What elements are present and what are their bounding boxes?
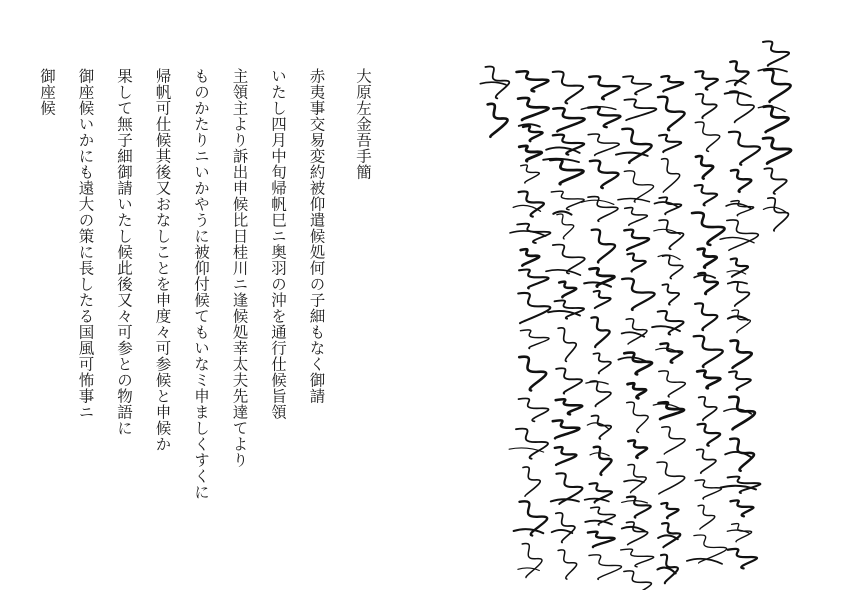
ink-stroke [588,532,615,547]
text-column: 果して無子細御請いたし候此後又々可参との物語に [115,68,133,436]
ink-stroke [556,368,582,393]
ink-stroke [551,191,584,210]
ink-stroke [594,447,612,475]
handwritten-column [581,76,621,579]
ink-stroke [655,202,679,207]
ink-stroke [553,420,580,438]
ink-stroke [628,440,647,458]
ink-stroke [698,249,717,268]
ink-stroke [556,513,575,543]
ink-stroke [692,213,725,245]
ink-stroke [550,159,583,184]
document-title: 大原左金吾手簡 [354,68,372,180]
ink-stroke [728,549,757,569]
ink-stroke [727,220,759,250]
ink-stroke [522,543,542,577]
ink-stroke [763,138,791,164]
ink-stroke [628,464,646,492]
ink-stroke [764,70,790,102]
ink-stroke [589,76,619,99]
ink-stroke [764,106,789,132]
ink-stroke [698,505,715,529]
ink-stroke [657,568,675,574]
ink-stroke [659,371,686,397]
handwritten-column [543,71,585,579]
ink-stroke [695,122,719,151]
handwritten-column [758,41,791,231]
ink-stroke [553,108,584,131]
text-column: 御座候 [38,68,56,116]
ink-stroke [594,291,611,308]
ink-stroke [519,191,544,216]
handwritten-column [720,61,760,568]
text-column: 御座候いかにも遠大の策に長したる国風可怖事ニ [76,68,95,420]
ink-stroke [695,480,721,499]
ink-stroke [591,317,609,347]
ink-stroke [514,529,544,533]
handwritten-column [480,66,509,136]
ink-stroke [588,134,619,156]
ink-stroke [627,253,645,271]
ink-stroke [731,170,751,192]
ink-stroke [731,500,754,516]
text-column: 帰帆可仕候其後又おなしことを申度々可参候と申候か [153,68,172,452]
ink-stroke [763,41,789,65]
ink-stroke [661,76,683,91]
ink-stroke [628,383,646,398]
ink-stroke [764,168,786,194]
ink-stroke [627,497,651,518]
ink-stroke [517,224,550,243]
text-column: いたし四月中旬帰帆巳ニ奥羽の沖を通行仕候旨領 [269,68,287,420]
ink-stroke [661,503,678,518]
ink-stroke [768,198,789,231]
ink-stroke [521,249,539,265]
ink-stroke [590,161,619,189]
ink-stroke [521,165,540,183]
ink-stroke [518,293,550,323]
ink-stroke [695,185,717,205]
ink-stroke [592,229,615,262]
ink-stroke [523,467,540,496]
ink-stroke [517,71,549,91]
ink-stroke [622,129,651,163]
ink-stroke [625,208,648,226]
ink-stroke [621,549,654,567]
text-column: 主領主より訴出申候比日桂川ニ逢候処幸太夫先達てより [230,68,249,468]
ink-stroke [521,330,550,349]
ink-stroke [624,99,656,120]
ink-stroke [720,237,754,242]
ink-stroke [729,132,760,165]
manuscript-strokes [455,30,795,590]
handwritten-column [616,76,656,590]
ink-stroke [592,416,612,439]
ink-stroke [662,427,685,454]
ink-stroke [729,371,751,390]
ink-stroke [516,429,548,459]
ink-stroke [728,477,761,493]
ink-stroke [694,336,723,367]
ink-stroke [624,571,651,590]
text-column: ものかたりニいかやうに被仰付候てもいなミ申ましくすくに [192,68,210,500]
ink-stroke [488,104,508,137]
ink-stroke [695,71,717,89]
ink-stroke [548,311,580,316]
ink-stroke [519,398,549,421]
ink-stroke [657,462,685,494]
ink-stroke [558,328,576,362]
ink-stroke [687,559,722,564]
ink-stroke [624,171,653,202]
ink-stroke [697,371,720,389]
ink-stroke [593,353,611,373]
ink-stroke [627,402,648,432]
ink-stroke [695,303,717,330]
ink-stroke [623,76,651,94]
ink-stroke [555,447,577,465]
ink-stroke [662,284,679,304]
handwritten-column [509,71,550,577]
ink-stroke [624,353,652,375]
ink-stroke [558,550,577,579]
ink-stroke [590,381,611,406]
ink-stroke [559,282,576,298]
ink-stroke [622,279,655,310]
ink-stroke [624,480,644,482]
ink-stroke [518,98,548,120]
ink-stroke [556,399,582,414]
ink-stroke [732,310,751,333]
ink-stroke [699,397,717,420]
ink-stroke [696,94,717,118]
ink-stroke [557,214,574,239]
ink-stroke [519,357,546,391]
ink-stroke [553,135,584,155]
ink-stroke [724,409,752,414]
ink-stroke [546,270,580,275]
ink-stroke [697,449,716,473]
ink-stroke [658,97,685,131]
ink-stroke [731,340,752,367]
ink-stroke [519,146,541,161]
handwritten-column [652,76,685,583]
transcription-text [38,68,382,588]
ink-stroke [553,71,583,103]
ink-stroke [627,522,648,545]
ink-stroke [662,159,680,192]
ink-stroke [523,126,543,141]
ink-stroke [659,135,681,152]
handwritten-manuscript-image [455,30,795,590]
ink-stroke [730,439,754,471]
text-column: 赤夷事交易変約被仰遣候処何の子細もなく御請 [307,68,326,404]
ink-stroke [696,156,713,179]
ink-stroke [552,530,573,533]
ink-stroke [519,269,549,288]
ink-stroke [732,282,750,306]
ink-stroke [659,197,681,214]
handwritten-column [687,71,727,564]
ink-stroke [698,424,721,446]
ink-stroke [624,230,649,250]
ink-stroke [589,555,622,580]
ink-stroke [480,82,506,84]
